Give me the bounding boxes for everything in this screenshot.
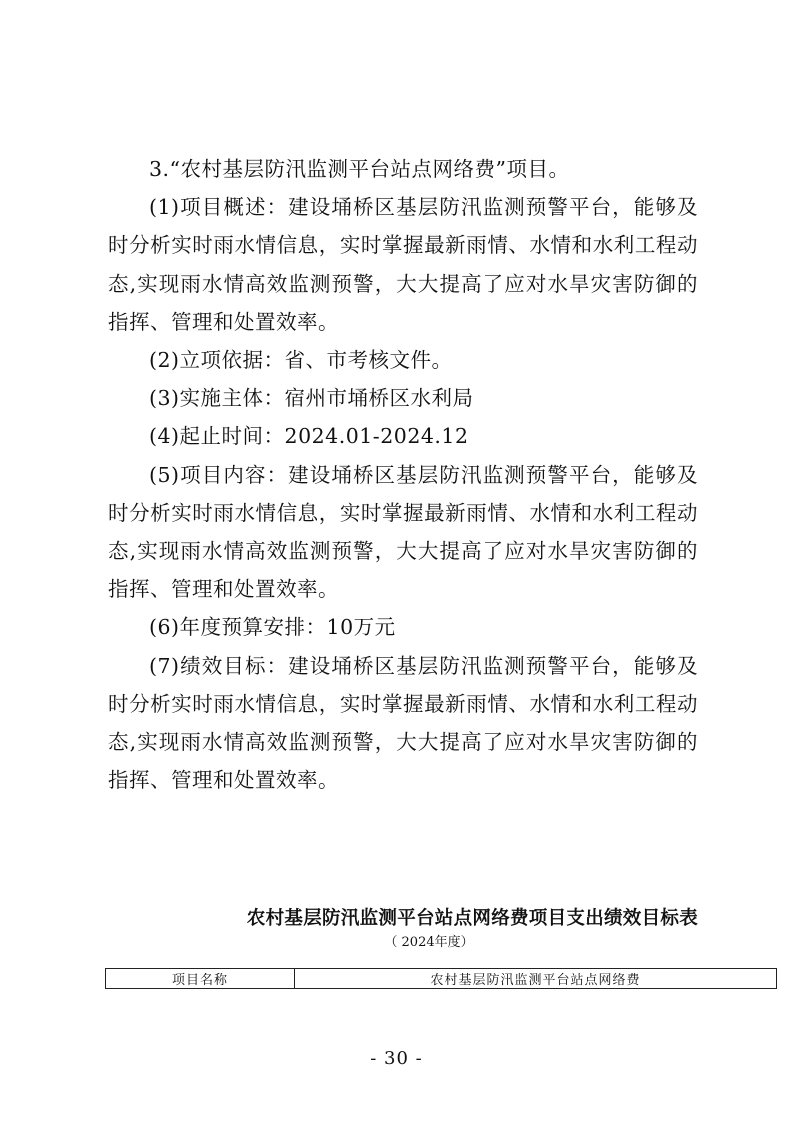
paragraph-heading: 3.“农村基层防汛监测平台站点网络费”项目。 (149, 157, 570, 181)
paragraph-goal: (7)绩效目标：建设埇桥区基层防汛监测预警平台，能够及时分析实时雨水情信息，实时掌握最新雨情、水情和水利工程动态,实现雨水情高效监测预警，大大提高了应对水旱灾害防御的指挥、管理和处置效率。 (108, 653, 698, 793)
paragraph-basis: (2)立项依据：省、市考核文件。 (149, 348, 453, 373)
table-title (108, 904, 698, 930)
table-title-text: 农村基层防汛监测平台站点网络费项目支出绩效目标表 (246, 908, 698, 929)
paragraph-overview: (1)项目概述：建设埇桥区基层防汛监测预警平台，能够及时分析实时雨水情信息，实时掌握最新雨情、水情和水利工程动态,实现雨水情高效监测预警，大大提高了应对水旱灾害防御的指挥、管理和处置效率。 (108, 195, 698, 334)
table-subtitle: （ 2024年度） (384, 935, 474, 950)
paragraph-budget: (6)年度预算安排：10万元 (149, 615, 396, 640)
table-cell-label: 项目名称 (106, 969, 295, 989)
paragraph-content: (5)项目内容：建设埇桥区基层防汛监测预警平台，能够及时分析实时雨水情信息，实时掌握最新雨情、水情和水利工程动态,实现雨水情高效监测预警，大大提高了应对水旱灾害防御的指挥、管理和处置效率。 (108, 462, 698, 602)
performance-table (105, 968, 777, 989)
table-cell-value: 农村基层防汛监测平台站点网络费 (295, 969, 777, 989)
page-number: - 30 - (370, 1048, 423, 1069)
body-text (108, 150, 698, 799)
paragraph-entity: (3)实施主体：宿州市埇桥区水利局 (149, 386, 474, 411)
table-row (106, 969, 777, 989)
paragraph-period: (4)起止时间：2024.01-2024.12 (149, 424, 469, 449)
